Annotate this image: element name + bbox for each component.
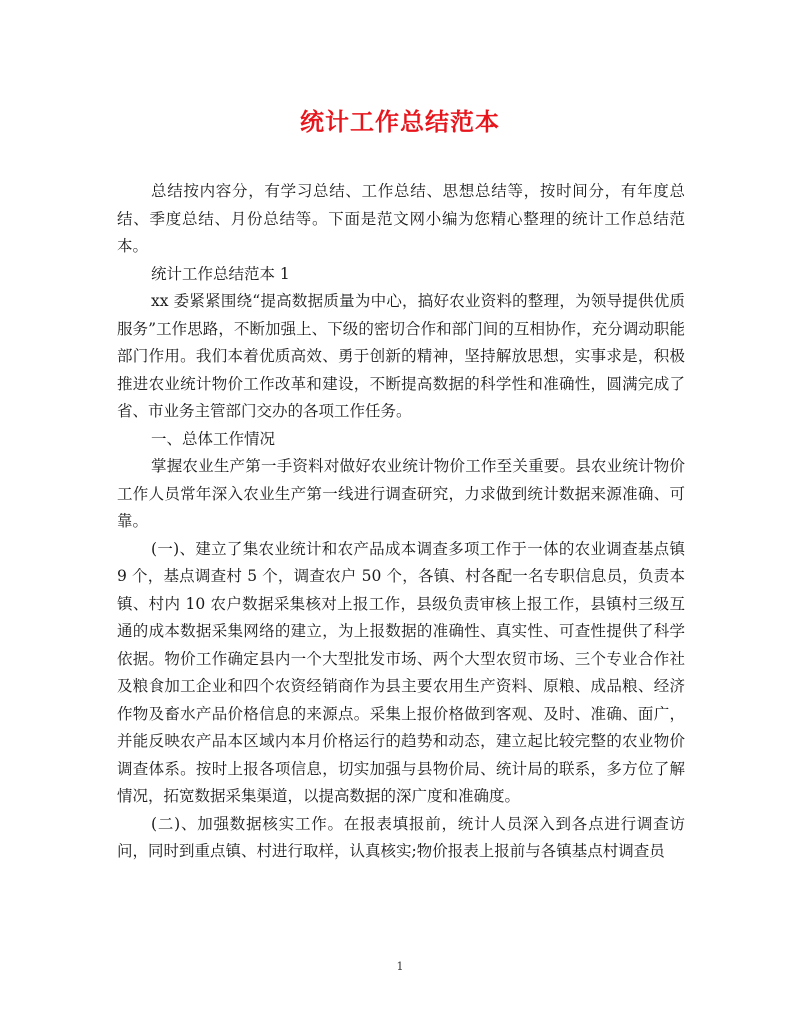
paragraph-intro: 总结按内容分，有学习总结、工作总结、思想总结等，按时间分，有年度总结、季度总结、月份总结等。下面是范文网小编为您精心整理的统计工作总结范本。 bbox=[117, 182, 685, 255]
section-heading-overall: 一、总体工作情况 bbox=[151, 429, 276, 448]
document-title: 统计工作总结范本 bbox=[300, 107, 500, 136]
document-body bbox=[117, 178, 685, 866]
section-heading-sample-1: 统计工作总结范本 1 bbox=[151, 264, 290, 283]
paragraph-item-1: (一)、建立了集农业统计和农产品成本调查多项工作于一体的农业调查基点镇 9 个，基点调查村 5 个，调查农户 50 个，各镇、村各配一名专职信息员，负责本镇、村内 10 农户数据采集核对上报工作，县级负责审核上报工作，县镇村三级互通的成本数据采集网络的建立，为上报数据的准确性、真实性、可查性提供了科学依据。物价工作确定县内一个大型批发市场、两个大型农贸市场、三个专业合作社及粮食加工企业和四个农资经销商作为县主要农用生产资料、原粮、成品粮、经济作物及畜水产品价格信息的来源点。采集上报价格做到客观、及时、准确、面广，并能反映农产品本区域内本月价格运行的趋势和动态，建立起比较完整的农业物价调查体系。按时上报各项信息，切实加强与县物价局、统计局的联系，多方位了解情况，拓宽数据采集渠道，以提高数据的深广度和准确度。 bbox=[117, 539, 685, 805]
paragraph-overview: xx 委紧紧围绕“提高数据质量为中心，搞好农业资料的整理，为领导提供优质服务”工作思路，不断加强上、下级的密切合作和部门间的互相协作，充分调动职能部门作用。我们本着优质高效、勇于创新的精神，坚持解放思想，实事求是，积极推进农业统计物价工作改革和建设，不断提高数据的科学性和准确性，圆满完成了省、市业务主管部门交办的各项工作任务。 bbox=[117, 292, 685, 420]
paragraph-item-2: (二)、加强数据核实工作。在报表填报前，统计人员深入到各点进行调查访问，同时到重点镇、村进行取样，认真核实;物价报表上报前与各镇基点村调查员 bbox=[117, 814, 685, 860]
paragraph-first-hand-data: 掌握农业生产第一手资料对做好农业统计物价工作至关重要。县农业统计物价工作人员常年深入农业生产第一线进行调查研究，力求做到统计数据来源准确、可靠。 bbox=[117, 457, 685, 530]
page-number: 1 bbox=[396, 960, 404, 973]
